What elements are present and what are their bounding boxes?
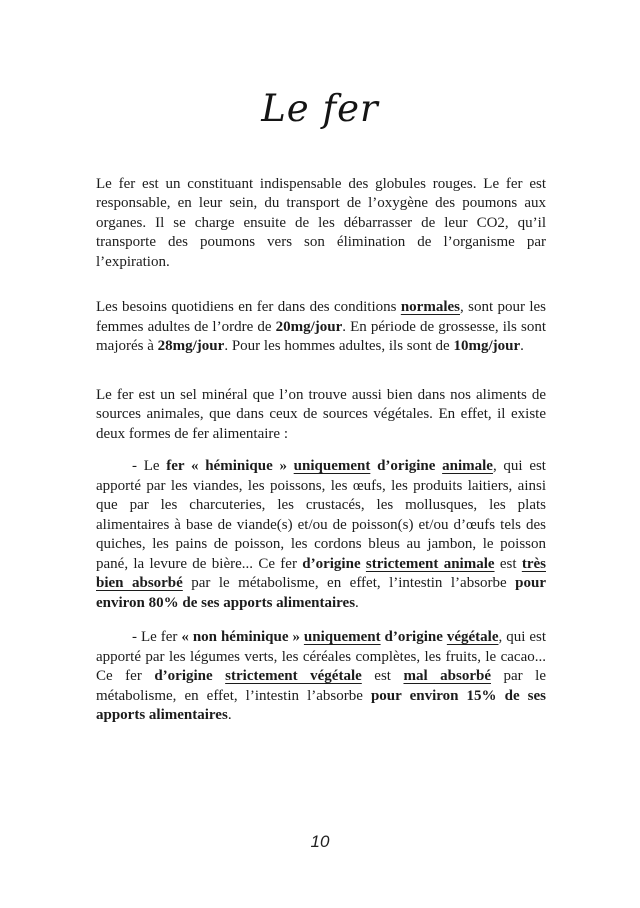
text-segment: pour environ 80% de ses apports alimentaires [96,575,546,611]
text-segment: très bien absorbé [96,555,546,592]
text-segment: d’origine [380,629,447,646]
text-segment: normales [400,299,460,316]
text-segment: . [520,338,524,355]
paragraph [96,175,546,273]
text-segment: d’origine [370,458,443,475]
text-segment: 10mg/jour [453,338,521,355]
text-segment: mal absorbé [403,668,491,685]
text-segment: - Le [132,458,167,475]
text-segment: pour environ 15% de ses apports alimentaires [96,687,546,724]
text-segment: Le fer est un constituant indispensable des globules rouges. Le fer est responsable, en leur sein, du transport de l’oxygène des poumons aux organes. Il se charge ensuite de les débarrasser de leur CO2, qu’il transporte des poumons vers son élimination de l’organisme par l’expiration. [96,175,546,270]
text-segment: strictement végétale [225,668,362,685]
text-segment: uniquement [293,458,371,475]
text-segment: , sont pour les femmes adultes de l’ordre de [96,299,546,335]
text-segment: Les besoins quotidiens en fer dans des conditions [96,299,401,316]
text-segment: uniquement [303,629,381,646]
paragraph [96,628,546,726]
text-segment: . [355,594,359,611]
text-segment: est [494,555,522,572]
paragraph [96,386,546,445]
page-title: Le fer [261,87,379,130]
text-segment: d’origine [302,555,366,572]
text-segment: « non héminique » [181,629,304,646]
text-segment: d’origine [154,668,226,685]
text-segment: animale [442,458,493,475]
paragraph [96,457,546,613]
text-segment: par le métabolisme, en effet, l’intestin l’absorbe [96,668,546,704]
text-segment: par le métabolisme, en effet, l’intestin l’absorbe [182,575,516,592]
text-segment: Le fer est un sel minéral que l’on trouve aussi bien dans nos aliments de sources animales, que dans ceux de sources végétales. En effet, il existe deux formes de fer alimentaire : [96,386,546,442]
text-segment: végétale [446,629,499,646]
text-segment: . En période de grossesse, ils sont majorés à [96,318,546,355]
text-segment: , qui est apporté par les viandes, les poissons, les œufs, les produits laitiers, ainsi que par les charcuteries, les crustacés, les mollusques, les plats alimentaires à base de viande(s) et/ou de poisson(s) et/ou d’œufs tels des quiches, les pains de poisson, les cordons bleus au jambon, le poisson pané, la levure de bière... Ce fer [96,458,546,572]
text-segment: 28mg/jour [157,338,225,355]
text-segment: fer « héminique » [166,458,294,475]
text-segment: est [361,668,404,685]
text-segment: . Pour les hommes adultes, ils sont de [224,338,454,355]
document-body [96,175,546,726]
text-segment: 20mg/jour [275,318,343,335]
text-segment: , qui est apporté par les légumes verts, les céréales complètes, les fruits, le cacao... Ce fer [96,629,547,685]
page-number: 10 [310,832,330,851]
text-segment: . [227,707,232,724]
text-segment: strictement animale [365,555,495,572]
paragraph [96,298,546,357]
text-segment: - Le fer [132,629,182,646]
